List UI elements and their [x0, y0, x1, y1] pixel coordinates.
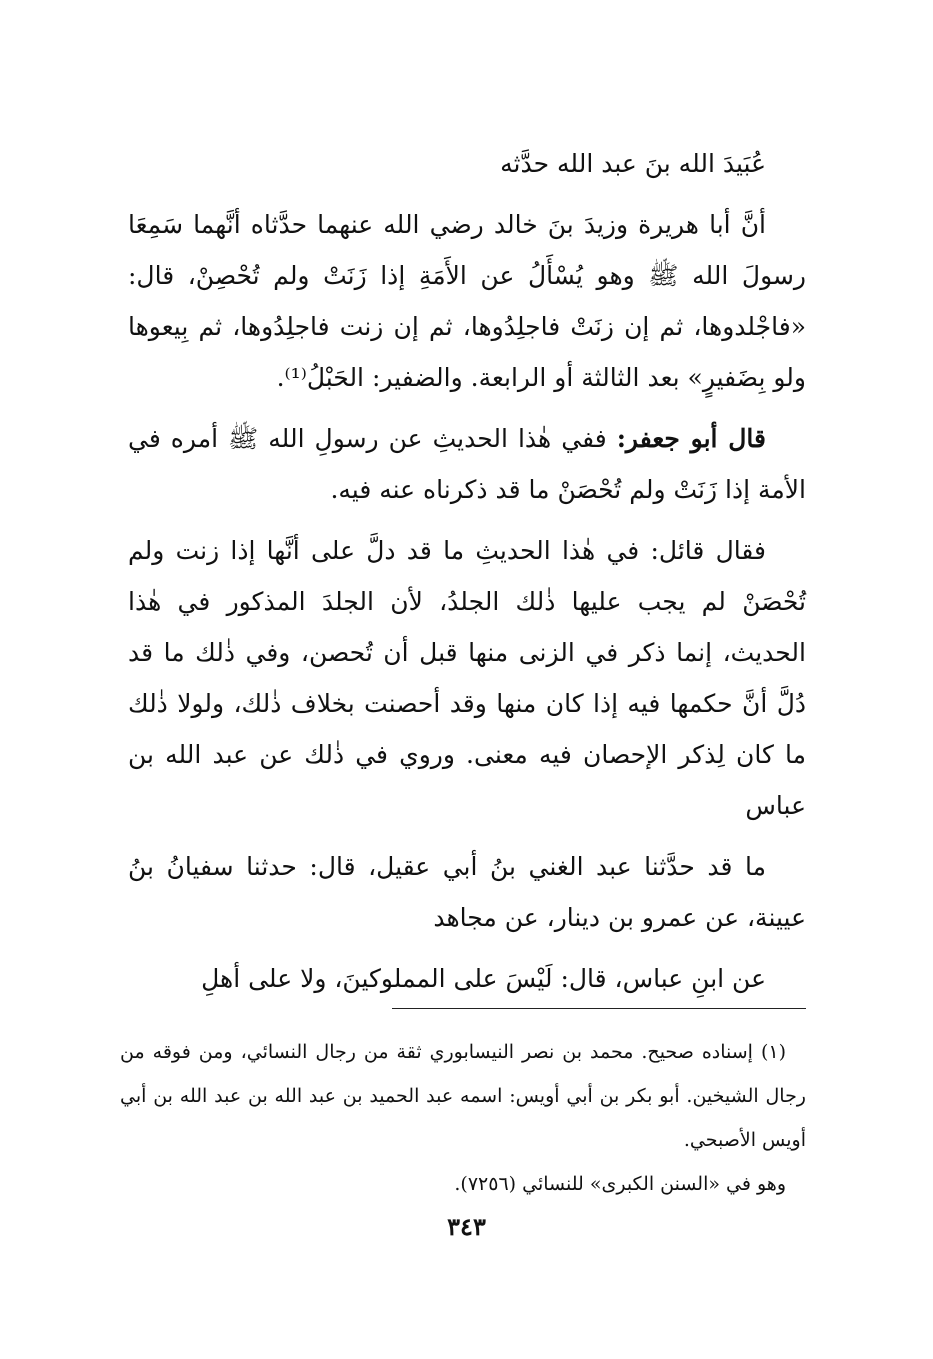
page-number: ٣٤٣: [447, 1212, 486, 1241]
footnote-2: وهو في «السنن الكبرى» للنسائي (٧٢٥٦).: [454, 1173, 786, 1195]
footnote-1: (١) إسناده صحيح. محمد بن نصر النيسابوري ثقة من رجال النسائي، ومن فوقه من رجال الشيخين. أبو بكر بن أبي أويس: اسمه عبد الحميد بن عبد الله بن عبد الله بن أبي أويس الأصبحي.: [120, 1041, 806, 1151]
paragraph-2-lead: قال أبو جعفر:: [616, 424, 766, 453]
paragraph-4: ما قد حدَّثنا عبد الغني بنُ أبي عقيل، قال: حدثنا سفيانُ بنُ عيينة، عن عمرو بن دينار، عن مجاهد: [128, 852, 806, 932]
paragraph-3: فقال قائل: في هٰذا الحديثِ ما قد دلَّ على أنَّها إذا زنت ولم تُحْصَنْ لم يجب عليها ذٰلك الجلدُ، لأن الجلدَ المذكور في هٰذا الحديث، إنما ذكر في الزنى منها قبل أن تُحصن، وفي ذٰلك ما قد دُلَّ أنَّ حكمها فيه إذا كان منها وقد أحصنت بخلاف ذٰلك، ولولا ذٰلك ما كان لِذكر الإحصان فيه معنى. وروي في ذٰلك عن عبد الله بن عباس: [128, 536, 806, 820]
paragraph-1: أنَّ أبا هريرة وزيدَ بنَ خالد رضي الله عنهما حدَّثاه أنَّهما سَمِعَا رسولَ الله ﷺ وهو يُسْأَلُ عن الأَمَةِ إذا زَنَتْ ولم تُحْصِنْ، قال: «فاجْلدوها، ثم إن زنَتْ فاجلِدُوها، ثم إن زنت فاجلِدُوها، ثم بِيعوها ولو بِضَفيرٍ» بعد الثالثة أو الرابعة. والضفير: الحَبْلُ⁽¹⁾.: [128, 210, 806, 392]
opening-line: عُبَيدَ الله بنَ عبد الله حدَّثه: [500, 149, 766, 178]
main-text: [128, 138, 806, 1014]
paragraph-5: عن ابنِ عباس، قال: لَيْسَ على المملوكينَ، ولا على أهلِ: [201, 964, 766, 993]
paragraph-2: [128, 413, 806, 515]
footnotes: [120, 1030, 806, 1206]
footnote-divider: [392, 1008, 806, 1009]
paragraph-2-text: ففي هٰذا الحديثِ عن رسولِ الله ﷺ أمره في الأمة إذا زَنَتْ ولم تُحْصَنْ ما قد ذكرناه عنه فيه.: [128, 424, 806, 504]
